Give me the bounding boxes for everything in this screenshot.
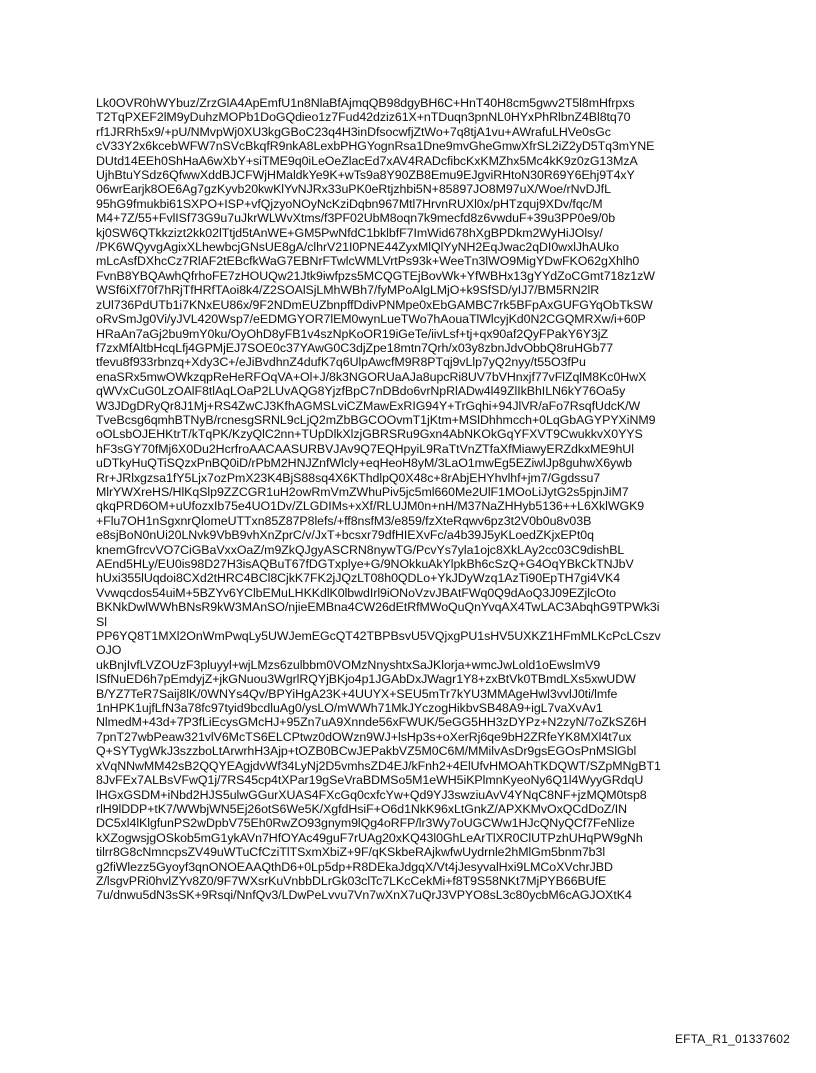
text-line: AEnd5HLy/EU0is98D27H3isAQBuT67fDGTxplye+G/9NOkkuAkYlpkBh6cSzQ+G4OqYBkCkTNJbV — [96, 557, 634, 571]
text-line: DUtd14EEh0ShHaA6wXbY+siTME9q0iLeOeZlacEd7xAV4RADcfibcKxKMZhx5Mc4kK9z0zG13MzA — [96, 153, 638, 168]
text-line: kXZogwsjgOSkob5mG1ykAVn7HfOYAc49guF7rUAg20xKQ43l0GhLeArTlXR0ClUTPzhUHqPW9gNh — [96, 830, 643, 845]
text-line: kj0SW6QTkkzizt2kk02lTtjd5tAnWE+GM5PwNfdC1bklbfF7ImWid678hXgBPDkm2WyHiJOlsy/ — [96, 225, 603, 240]
text-line: hUxi355lUqdoi8CXd2tHRC4BCl8CjkK7FK2jJQzLT08h0QDLo+YkJDyWzq1AzTi90EpTH7gi4VK4 — [96, 571, 621, 586]
text-line: tilrr8G8cNmncpsZV49uWTuCfCziTlTSxmXbiZ+9F/qKSkbeRAjkwfwUydrnle2hMlGm5bnm7b3l — [96, 845, 606, 860]
text-line: Lk0OVR0hWYbuz/ZrzGlA4ApEmfU1n8NlaBfAjmqQB98dgyBH6C+HnT40H8cm5gwv2T5l8mHfrpxs — [96, 96, 635, 110]
text-line: WSf6iXf70f7hRjTfHRfTAoi8k4/Z2SOAlSjLMhWBh7/fyMPoAlgLMjO+k9SfSD/yIJ7/BM5RN2lR — [96, 283, 600, 298]
text-line: 8JvFEx7ALBsVFwQ1j/7RS45cp4tXPar19gSeVraBDMSo5M1eWH5iKPlmnKyeoNy6Q1l4WyyGRdqU — [96, 773, 644, 788]
text-line: e8sjBoN0nUi20LNvk9VbB9vhXnZprC/v/JxT+bcsxr79dfHIEXvFc/a4b39J5yKLoedZKjxEPt0q — [96, 528, 594, 543]
text-line: lHGxGSDM+iNbd2HJS5ulwGGurXUAS4FXcGq0cxfcYw+Qd9YJ3swziuAvV4YNqC8NF+jzMQM0tsp8 — [96, 787, 647, 802]
text-line: FvnB8YBQAwhQfrhoFE7zHOUQw21Jtk9iwfpzs5MCQGTEjBovWk+YfWBHx13gYYdZoCGmt718z1zW — [96, 268, 655, 283]
text-line: oRvSmJg0Vi/yJVL420Wsp7/eEDMGYOR7lEM0wynLueTWo7hAouaTlWlcyjKd0N2CGQMRXw/i+60P — [96, 312, 646, 327]
text-line: B/YZ7TeR7Saij8lK/0WNYs4Qv/BPYiHgA23K+4UUYX+SEU5mTr7kYU3MMAgeHwl3vvlJ0ti/lmfe — [96, 686, 618, 701]
text-line: /PK6WQyvgAgixXLhewbcjGNsUE8gA/clhrV21I0PNE44ZyxMlQlYyNH2EqJwac2qDI0wxlJhAUko — [96, 240, 619, 255]
text-line: hF3sGY70fMj6X0Du2HcrfroAACAASURBVJAv9Q7EQHpyiL9RaTtVnZTfaXfMiawyERZdkxME9hUl — [96, 441, 634, 456]
text-line: lSfNuED6h7pEmdyjZ+jkGNuou3WgrlRQYjBKjo4p1JGAbDxJWagr1Y8+zxBtVk0TBmdLXs5xwUDW — [96, 672, 636, 687]
text-line: f7zxMfAltbHcqLfj4GPMjEJ7SOE0c37YAwG0C3djZpe18mtn7Qrh/x03y8zbnJdvObbQ8ruHGb77 — [96, 340, 614, 355]
text-line: xVqNNwMM42sB2QQYEAgjdvWf34LyNj2D5vmhsZD4EJ/kFnh2+4ElUfvHMOAhTKDQWT/SZpMNgBT1 — [96, 758, 661, 773]
text-line: 7pnT27wbPeaw321vlV6McTS6ELCPtwz0dOWzn9WJ+lsHp3s+oXerRj6qe9bH2ZRfeYK8MXl4t7ux — [96, 729, 632, 744]
text-line: Rr+JRlxgzsa1fY5Ljx7ozPmX23K4BjS88sq4X6KThdlpQ0X48c+8rAbjEHYhvlhf+jm7/Ggdssu7 — [96, 470, 601, 485]
text-line: 06wrEarjk8OE6Ag7gzKyvb20kwKlYvNJRx33uPK0eRtjzhbi5N+85897JO8M97uX/Woe/rNvDJfL — [96, 182, 611, 197]
text-line: 7u/dnwu5dN3sSK+9Rsqi/NnfQv3/LDwPeLvvu7Vn7wXnX7uQrJ3VPYO8sL3c80ycbM6cAGJOXtK4 — [96, 888, 632, 903]
text-line: ukBnjIvfLVZOUzF3pluyyl+wjLMzs6zulbbm0VOMzNnyshtxSaJKlorja+wmcJwLold1oEwslmV9 — [96, 657, 601, 672]
text-line: BKNkDwlWWhBNsR9kW3MAnSO/njieEMBna4CW26dEtRfMWoQuQnYvqAX4TwLAC3AbqhG9TPWk3i — [96, 600, 660, 615]
text-line: zUl736PdUTb1i7KNxEU86x/9F2NDmEUZbnpffDdivPNMpe0xEbGAMBC7rk5BFpAxGUFGYqObTkSW — [96, 297, 653, 312]
encoded-text-block — [96, 96, 796, 903]
text-line: mLcAsfDXhcCz7RlAF2tEBcfkWaG7EBNrFTwlcWMLVrtPs93k+WeeTn3lWO9MigYDwFKO62gXhlh0 — [96, 254, 640, 269]
text-line: NlmedM+43d+7P3fLiEcysGMcHJ+95Zn7uA9Xnnde56xFWUK/5eGG5HH3zDYPz+N2zyN/7oZkSZ6H — [96, 715, 647, 730]
text-line: qWVxCuG0LzOAlF8tlAqLOaP2LUvAQG8YjzfBpC7nDBdo6vrNpRlADw4l49ZlIkBhILN6kY76Oa5y — [96, 384, 626, 399]
text-line: Z/lsgvPRi0hvlZYv8Z0/9F7WXsrKuVnbbDLrGk03clTc7LKcCekMi+f8T9S58NKt7MjPYB66BUfE — [96, 873, 607, 888]
text-line: knemGfrcvVO7CiGBaVxxOaZ/m9ZkQJgyASCRN8nywTG/PcvYs7yla1ojc8XkLAy2cc03C9dishBL — [96, 542, 625, 557]
text-line: 95hG9fmukbi61SXPO+ISP+vfQjzyoNOyNcKziDqbn967Mtl7HrvnRUXl0x/pHTzquj9XDv/fqc/M — [96, 196, 603, 211]
text-line: cV33Y2x6kcebWFW7nSVcBkqfR9nkA8LexbPHGYognRsa1Dne9mvGheGmwXfrSL2iZ2yD5Tq3mYNE — [96, 139, 655, 154]
text-line: enaSRx5mwOWkzqpReHeRFOqVA+Ol+J/8k3NGORUaAJa8upcRi8UV7bVHnxjf77vFlZqlM8Kc0HwX — [96, 369, 647, 384]
text-line: Q+SYTygWkJ3szzboLtArwrhH3Ajp+tOZB0BCwJEPakbVZ5M0C6M/MMilvAsDr9gsEGOsPnMSlGbl — [96, 744, 637, 759]
text-line: W3JDgDRyQr8J1Mj+RS4ZwCJ3KfhAGMSLviCZMawExRIG94Y+TrGqhi+94JlVR/aFo7RsqfUdcK/W — [96, 398, 641, 413]
text-line: PP6YQ8T1MXl2OnWmPwqLy5UWJemEGcQT42TBPBsvU5VQjxgPU1sHV5UXKZ1HFmMLKcPcLCszv — [96, 629, 661, 644]
text-line: oOLsbOJEHKtrT/kTqPK/KzyQlC2nn+TUpDlkXlzjGBRSRu9Gxn4AbNKOkGqYFXVT9CwukkvX0YYS — [96, 427, 643, 442]
text-line: OJO — [96, 643, 122, 658]
text-line: MlrYWXreHS/HlKqSlp9ZZCGR1uH2owRmVmZWhuPiv5jc5ml660Me2UlF1MOoLiJytG2s5pjnJiM7 — [96, 484, 629, 499]
text-line: TveBcsg6qmhBTNyB/rcnesgSRNL9cLjQ2mZbBGCOOvmT1jKtm+MSlDhhmcch+0LqGbAGYPYXiNM9 — [96, 412, 656, 427]
document-id-footer: EFTA_R1_01337602 — [674, 1032, 790, 1046]
text-line: Sl — [96, 614, 107, 629]
text-line: g2fiWlezz5Gyoyf3qnONOEAAQthD6+0Lp5dp+R8DEkaJdgqX/Vt4jJesyvalHxi9LMCoXVchrJBD — [96, 859, 613, 874]
text-line: qkqPRD6OM+uUfozxIb75e4UO1Dv/ZLGDIMs+xXf/RLUJM0n+nH/M37NaZHHyb5136++L6XklWGK9 — [96, 499, 645, 514]
text-line: 1nHPK1ujfLfN3a78fc97tyid9bcdluAg0/ysLO/mWWh71MkJYczogHikbvSB48A9+igL7vaXvAv1 — [96, 701, 603, 716]
text-line: uDTkyHuQTiSQzxPnBQ0iD/rPbM2HNJZnfWlcly+eqHeoH8yM/3LaO1mwEg5EZiwlJp8guhwX6ywb — [96, 456, 632, 471]
text-line: UjhBtuYSdz6QfwwXddBJCFWjHMaldkYe9K+wTs9a8Y90ZB8Emu9EJgviRHtoN30R69Y6Ehj9T4xY — [96, 168, 635, 183]
text-line: rlH9lDDP+tK7/WWbjWN5Ej26otS6We5K/XgfdHsiF+O6d1NkK96xLtGnkZ/APXKMvOxQCdDoZ/IN — [96, 801, 628, 816]
text-line: HRaAn7aGj2bu9mY0ku/OyOhD8yFB1v4szNpKoOR19iGeTe/iivLsf+tj+qx90af2QyFPakY6Y3jZ — [96, 326, 609, 341]
text-line: DC5xl4lKlgfunPS2wDpbV75Eh0RwZO93gnym9lQg4oRFP/lr3Wy7oUGCWw1HJcQNyQCf7FeNlize — [96, 816, 635, 831]
text-line: +Flu7OH1nSgxnrQlomeUTTxn85Z87P8lefs/+ff8nsfM3/e859/fzXteRqwv6pz3t2V0b0u8v03B — [96, 513, 592, 528]
text-line: rf1JRRh5x9/+pU/NMvpWj0XU3kgGBoC23q4H3inDfsocwfjZtWo+7q8tjA1vu+AWrafuLHVe0sGc — [96, 124, 611, 139]
text-line: T2TqPXEF2lM9yDuhzMOPb1DoGQdieo1z7Fud42dziz61X+nTDuqn3pnNL0HYxPhRlbnZ4Bl8tq70 — [96, 110, 631, 125]
text-line: tfevu8f933rbnzq+Xdy3C+/eJiBvdhnZ4dufK7q6UlpAwcfM9R8PTqj9vLlp7yQ2nyy/t55O3fPu — [96, 355, 586, 370]
text-line: Vvwqcdos54uiM+5BZYv6YClbEMuLHKKdlK0lbwdIrl9iONoVzvJBAtFWq0Q9dAoQ3J09EZjlcOto — [96, 585, 616, 600]
text-line: M4+7Z/55+FvlISf73G9u7uJkrWLWvXtms/f3PF02UbM8oqn7k9mecfd8z6vwduF+39u3PP0e9/0b — [96, 211, 616, 226]
